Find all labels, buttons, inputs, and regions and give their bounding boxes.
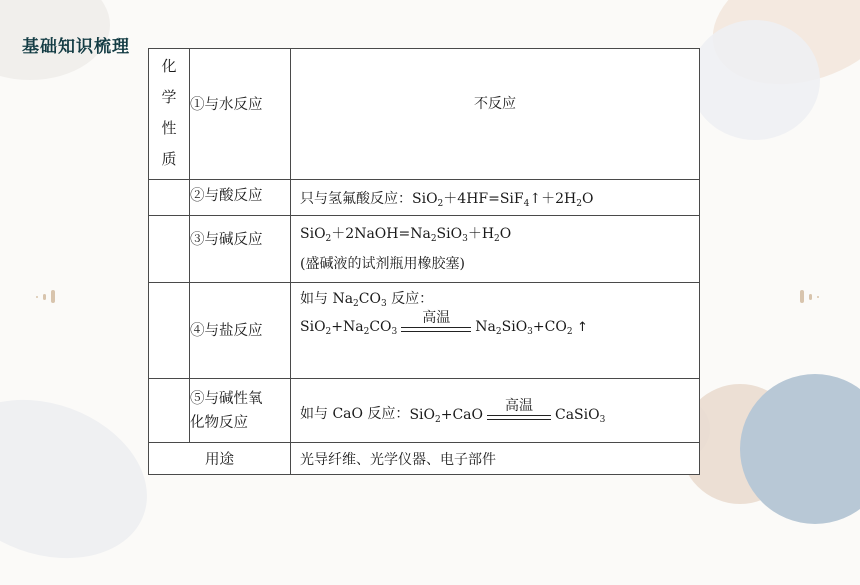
property-spacer-cell	[149, 180, 190, 216]
reaction-condition: 高温	[487, 397, 551, 425]
reaction-label: ③与碱反应	[190, 216, 291, 283]
reaction-label: ⑤与碱性氧 化物反应	[190, 379, 291, 443]
reaction-label: ④与盐反应	[190, 283, 291, 379]
gas-arrow-icon: ↑	[577, 320, 588, 335]
equation-line: $SiO_2+Na_2CO_3$ 高温 $Na_2SiO_3+CO_2$ ↑	[300, 310, 588, 337]
property-char: 性	[161, 119, 177, 137]
reaction-condition: 高温	[401, 309, 471, 337]
intro-line: 如与 $Na_2CO_3$ 反应：	[300, 291, 434, 309]
table-row	[149, 216, 700, 283]
reaction-result: 只与氢氟酸反应：$SiO_2+4HF=SiF_4↑+2H_2O$	[291, 180, 700, 216]
reaction-result	[291, 379, 700, 443]
property-char: 学	[161, 88, 177, 106]
chemistry-table	[148, 48, 700, 475]
table-row	[149, 443, 700, 475]
property-label-cell	[149, 49, 190, 180]
table-row	[149, 283, 700, 379]
reaction-label: ①与水反应	[190, 49, 291, 180]
decor-dots-left	[36, 290, 55, 303]
reaction-result	[291, 283, 700, 379]
table-row	[149, 379, 700, 443]
equation-line: 如与 CaO 反应： SiO$_2$+CaO 高温 CaSiO$_3$	[300, 397, 606, 425]
reaction-result: 不反应	[291, 49, 700, 180]
property-char: 化	[161, 57, 177, 75]
table-row	[149, 49, 700, 180]
bg-shape-bottom-left	[0, 373, 169, 585]
property-spacer-cell	[149, 283, 190, 379]
section-title: 基础知识梳理	[22, 37, 130, 57]
usage-value: 光导纤维、光学仪器、电子部件	[291, 443, 700, 475]
note-line: (盛碱液的试剂瓶用橡胶塞)	[300, 256, 465, 272]
reaction-result	[291, 216, 700, 283]
equation-line: $SiO_2+2NaOH=Na_2SiO_3+H_2O$	[300, 226, 512, 244]
reaction-label: ②与酸反应	[190, 180, 291, 216]
bg-shape-top-right-2	[690, 20, 820, 140]
usage-label: 用途	[149, 443, 291, 475]
property-char: 质	[161, 150, 177, 168]
property-spacer-cell	[149, 379, 190, 443]
decor-dots-right	[800, 290, 819, 303]
property-spacer-cell	[149, 216, 190, 283]
table-row	[149, 180, 700, 216]
